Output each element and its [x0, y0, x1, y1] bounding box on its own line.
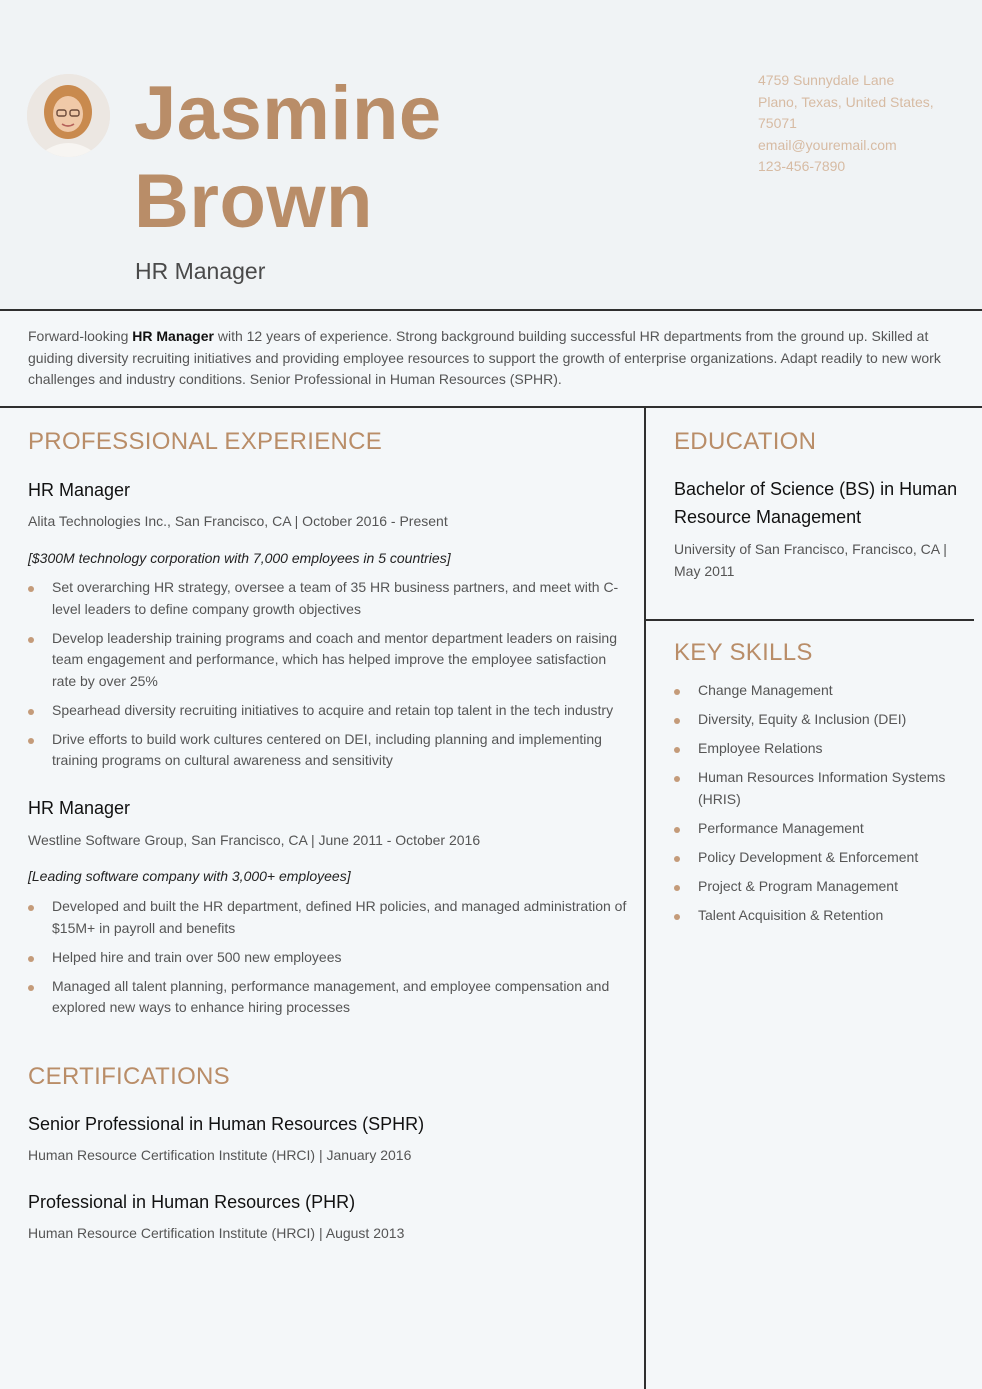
- candidate-name: [134, 70, 442, 246]
- list-item: Spearhead diversity recruiting initiatives to acquire and retain top talent in the tech industry: [28, 700, 628, 722]
- list-item: Project & Program Management: [674, 876, 964, 898]
- list-item: Drive efforts to build work cultures centered on DEI, including planning and implementing training programs on cultural awareness and sensitivity: [28, 729, 628, 772]
- summary-text-end: with 12 years of experience. Strong background building successful HR departments from the ground up. Skilled at guiding diversity recruiting initiatives and providing employee resources to support the growth of enterprise organizations. Adapt readily to new work challenges and industry conditions. Senior Professional in Human Resources (SPHR).: [28, 328, 941, 387]
- profile-summary: [28, 326, 958, 391]
- list-item: Talent Acquisition & Retention: [674, 905, 964, 927]
- skills-list: [674, 680, 964, 934]
- contact-email[interactable]: email@youremail.com: [758, 136, 897, 153]
- education-meta: University of San Francisco, Francisco, CA | May 2011: [674, 541, 947, 579]
- job-2-meta: Westline Software Group, San Francisco, CA | June 2011 - October 2016: [28, 832, 481, 848]
- cert-2-meta: Human Resource Certification Institute (HRCI) | August 2013: [28, 1225, 405, 1241]
- candidate-title: HR Manager: [135, 258, 266, 284]
- job-1-meta: Alita Technologies Inc., San Francisco, CA | October 2016 - Present: [28, 513, 448, 529]
- summary-highlight: HR Manager: [132, 328, 214, 344]
- list-item: Develop leadership training programs and coach and mentor department leaders on raising team engagement and performance, which has helped improve the employee satisfaction rate by over 25%: [28, 628, 628, 693]
- education-heading: EDUCATION: [674, 428, 817, 455]
- list-item: Employee Relations: [674, 738, 964, 760]
- summary-divider: [0, 406, 982, 408]
- skills-heading: KEY SKILLS: [674, 639, 813, 666]
- education-degree: Bachelor of Science (BS) in Human Resource Management: [674, 479, 958, 527]
- header-divider: [0, 309, 982, 311]
- list-item: Policy Development & Enforcement: [674, 847, 964, 869]
- list-item: Developed and built the HR department, defined HR policies, and managed administration of $15M+ in payroll and benefits: [28, 896, 628, 939]
- last-name: Brown: [134, 159, 373, 244]
- contact-street: 4759 Sunnydale Lane: [758, 72, 895, 88]
- job-2-bullets: [28, 896, 628, 1026]
- profile-photo: [27, 74, 110, 157]
- cert-2-name: Professional in Human Resources (PHR): [28, 1192, 356, 1212]
- contact-phone[interactable]: 123-456-7890: [758, 158, 846, 174]
- contact-zip: 75071: [758, 115, 797, 131]
- contact-info: [758, 70, 958, 178]
- contact-city: Plano, Texas, United States,: [758, 93, 934, 110]
- job-1-note: [$300M technology corporation with 7,000 employees in 5 countries]: [28, 550, 451, 566]
- list-item: Managed all talent planning, performance management, and employee compensation and explored new ways to enhance hiring processes: [28, 976, 628, 1019]
- list-item: Set overarching HR strategy, oversee a team of 35 HR business partners, and meet with C-level leaders to define company growth objectives: [28, 577, 628, 620]
- job-1-bullets: [28, 577, 628, 779]
- profile-photo-illustration: [27, 74, 110, 157]
- resume-header: [0, 0, 982, 310]
- summary-text-start: Forward-looking: [28, 328, 133, 344]
- list-item: Performance Management: [674, 818, 964, 840]
- job-2-note: [Leading software company with 3,000+ employees]: [28, 868, 351, 884]
- education-divider: [646, 619, 974, 621]
- list-item: Change Management: [674, 680, 964, 702]
- list-item: Helped hire and train over 500 new employees: [28, 947, 628, 969]
- list-item: Diversity, Equity & Inclusion (DEI): [674, 709, 964, 731]
- cert-1-name: Senior Professional in Human Resources (SPHR): [28, 1114, 425, 1134]
- cert-1-meta: Human Resource Certification Institute (HRCI) | January 2016: [28, 1147, 412, 1163]
- list-item: Human Resources Information Systems (HRIS): [674, 767, 964, 810]
- job-2-role: HR Manager: [28, 798, 131, 818]
- first-name: Jasmine: [134, 71, 442, 156]
- column-divider: [644, 407, 646, 1389]
- certifications-heading: CERTIFICATIONS: [28, 1063, 230, 1090]
- experience-heading: PROFESSIONAL EXPERIENCE: [28, 428, 383, 455]
- job-1-role: HR Manager: [28, 480, 131, 500]
